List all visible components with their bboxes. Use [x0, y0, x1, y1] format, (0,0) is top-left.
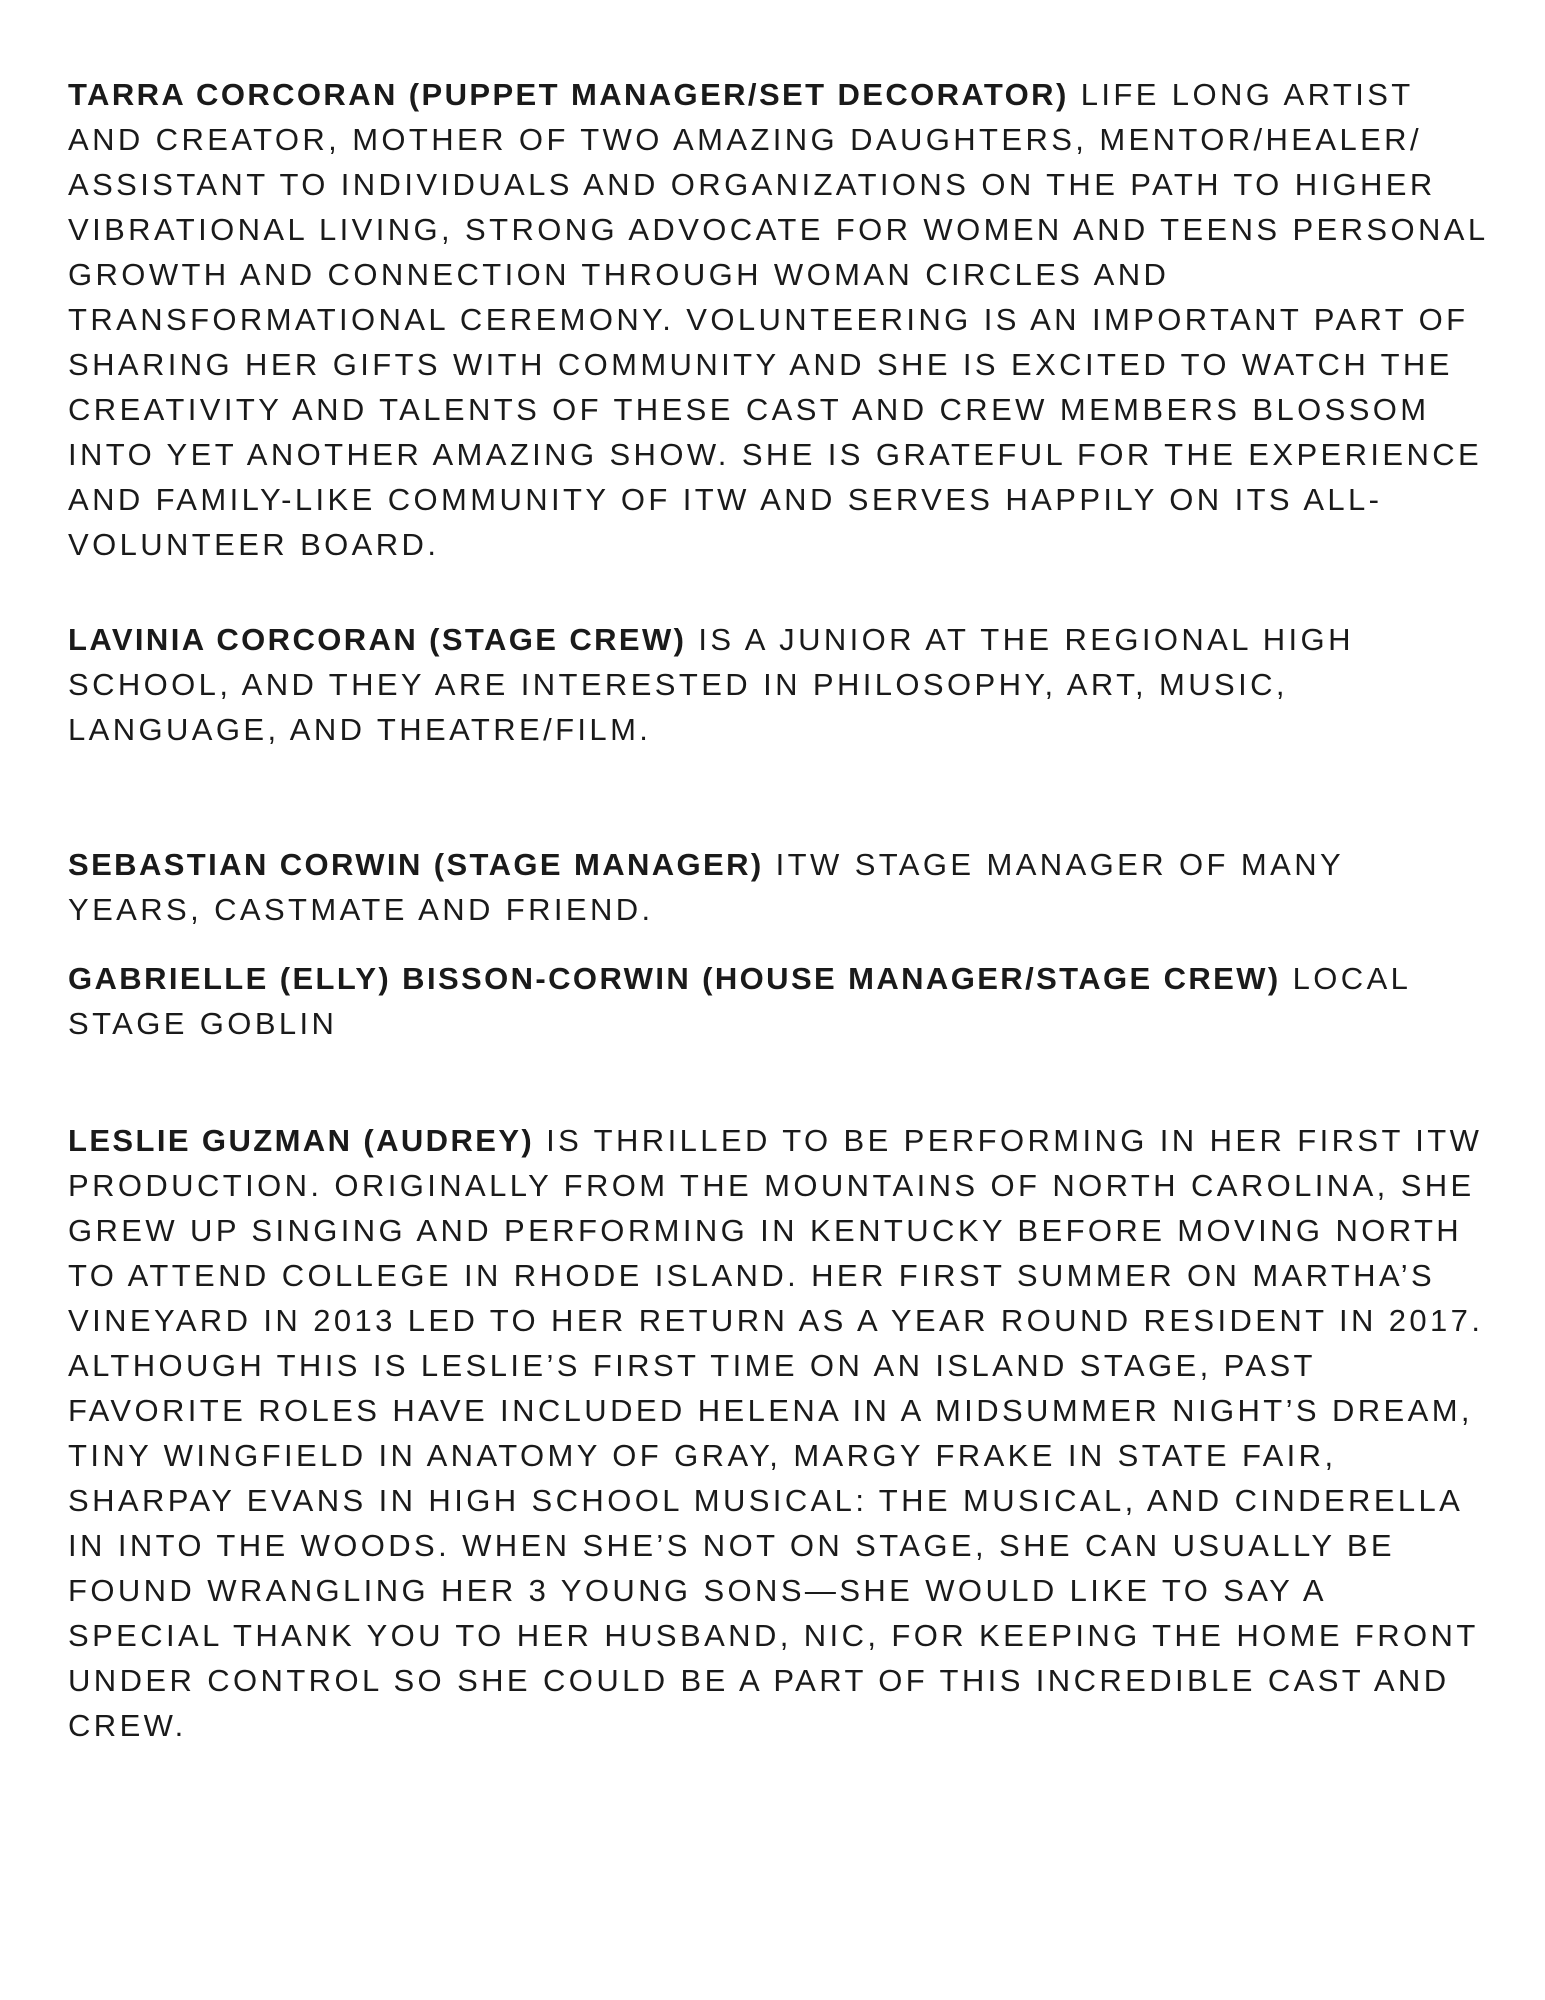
bio-text: ITW STAGE MANAGER OF MANY YEARS, CASTMATE AND FRIEND.: [68, 847, 1344, 927]
bio-entry: [68, 72, 1488, 567]
bio-name: LAVINIA CORCORAN (STAGE CREW): [68, 622, 687, 657]
bio-entry: [68, 1118, 1488, 1748]
bio-name: GABRIELLE (ELLY) BISSON-CORWIN (HOUSE MANAGER/STAGE CREW): [68, 961, 1281, 996]
bio-name: TARRA CORCORAN (PUPPET MANAGER/SET DECORATOR): [68, 77, 1069, 112]
bio-text: IS THRILLED TO BE PERFORMING IN HER FIRST ITW PRODUCTION. ORIGINALLY FROM THE MOUNTAINS OF NORTH CAROLINA, SHE GREW UP SINGING AND PERFORMING IN KENTUCKY BEFORE MOVING NORTH TO ATTEND COLLEGE IN RHODE ISLAND. HER FIRST SUMMER ON MARTHA’S VINEYARD IN 2013 LED TO HER RETURN AS A YEAR ROUND RESIDENT IN 2017. ALTHOUGH THIS IS LESLIE’S FIRST TIME ON AN ISLAND STAGE, PAST FAVORITE ROLES HAVE INCLUDED HELENA IN A MIDSUMMER NIGHT’S DREAM, TINY WINGFIELD IN ANATOMY OF GRAY, MARGY FRAKE IN STATE FAIR, SHARPAY EVANS IN HIGH SCHOOL MUSICAL: THE MUSICAL, AND CINDERELLA IN INTO THE WOODS. WHEN SHE’S NOT ON STAGE, SHE CAN USUALLY BE FOUND WRANGLING HER 3 YOUNG SONS—SHE WOULD LIKE TO SAY A SPECIAL THANK YOU TO HER HUSBAND, NIC, FOR KEEPING THE HOME FRONT UNDER CONTROL SO SHE COULD BE A PART OF THIS INCREDIBLE CAST AND CREW.: [68, 1123, 1484, 1743]
bio-name: LESLIE GUZMAN (AUDREY): [68, 1123, 535, 1158]
bio-text: LOCAL STAGE GOBLIN: [68, 961, 1411, 1041]
bio-text: LIFE LONG ARTIST AND CREATOR, MOTHER OF TWO AMAZING DAUGHTERS, MENTOR/HEALER/ ASSISTANT TO INDIVIDUALS AND ORGANIZATIONS ON THE PATH TO HIGHER VIBRATIONAL LIVING, STRONG ADVOCATE FOR WOMEN AND TEENS PERSONAL GROWTH AND CONNECTION THROUGH WOMAN CIRCLES AND TRANSFORMATIONAL CEREMONY. VOLUNTEERING IS AN IMPORTANT PART OF SHARING HER GIFTS WITH COMMUNITY AND SHE IS EXCITED TO WATCH THE CREATIVITY AND TALENTS OF THESE CAST AND CREW MEMBERS BLOSSOM INTO YET ANOTHER AMAZING SHOW. SHE IS GRATEFUL FOR THE EXPERIENCE AND FAMILY-LIKE COMMUNITY OF ITW AND SERVES HAPPILY ON ITS ALL-VOLUNTEER BOARD.: [68, 77, 1488, 562]
bio-name: SEBASTIAN CORWIN (STAGE MANAGER): [68, 847, 764, 882]
bio-text: IS A JUNIOR AT THE REGIONAL HIGH SCHOOL, AND THEY ARE INTERESTED IN PHILOSOPHY, ART, MUSIC, LANGUAGE, AND THEATRE/FILM.: [68, 622, 1354, 747]
bio-entry: [68, 842, 1488, 932]
bio-page: [68, 72, 1488, 1748]
bio-entry: [68, 617, 1488, 752]
bio-entry: [68, 956, 1488, 1046]
